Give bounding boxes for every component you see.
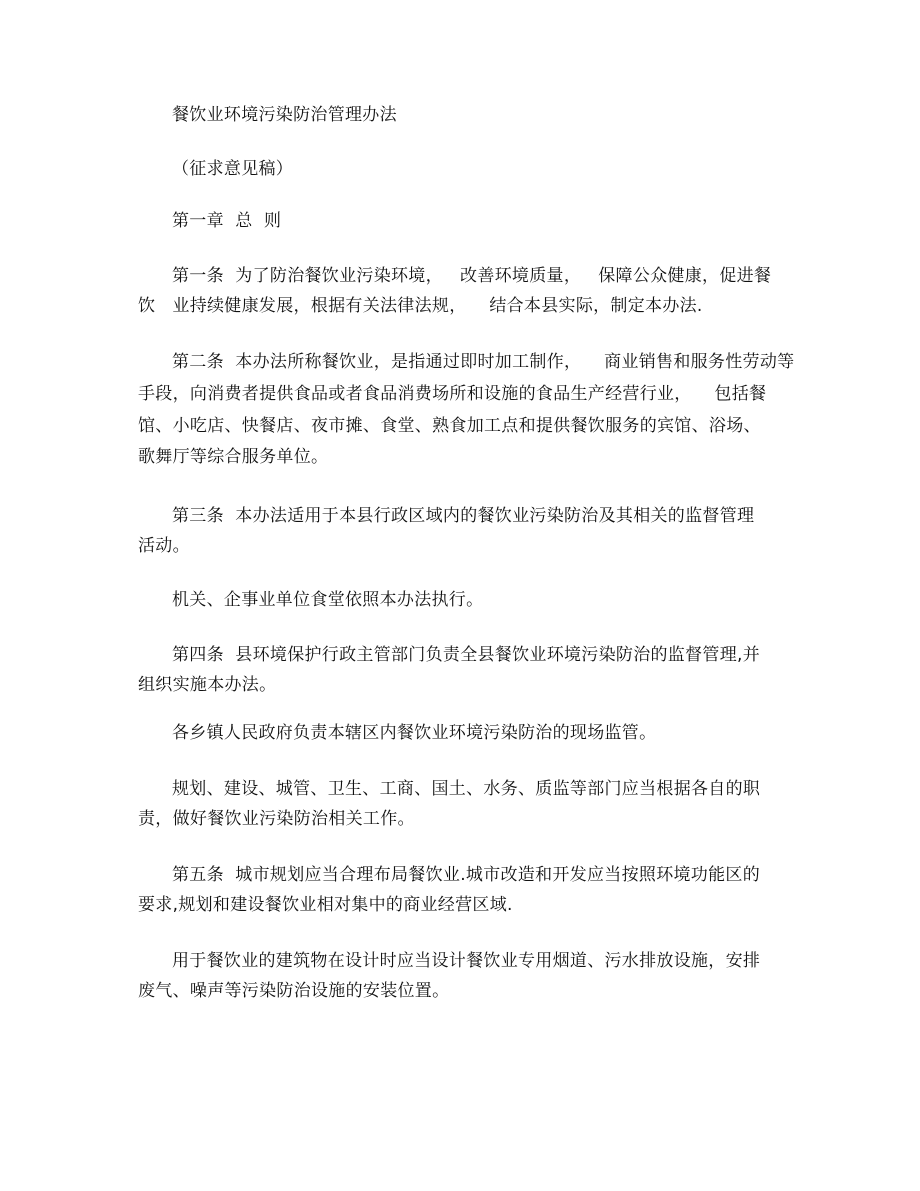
document-subtitle: （征求意见稿） <box>172 159 294 179</box>
article-4-departments-line-2: 责，做好餐饮业污染防治相关工作。 <box>138 809 415 829</box>
article-4-line-2: 组织实施本办法。 <box>138 675 277 695</box>
article-5-line-1: 第五条 城市规划应当合理布局餐饮业.城市改造和开发应当按照环境功能区的 <box>172 865 761 885</box>
document-title: 餐饮业环境污染防治管理办法 <box>172 105 397 125</box>
article-2-line-3: 馆、小吃店、快餐店、夜市摊、食堂、熟食加工点和提供餐饮服务的宾馆、浴场、 <box>138 416 761 436</box>
article-5-buildings-line-2: 废气、噪声等污染防治设施的安装位置。 <box>138 981 450 1001</box>
article-2-line-4: 歌舞厅等综合服务单位。 <box>138 447 329 467</box>
article-3-supplement: 机关、企事业单位食堂依照本办法执行。 <box>172 590 484 610</box>
chapter-heading: 第一章 总 则 <box>172 211 282 231</box>
article-4-departments-line-1: 规划、建设、城管、卫生、工商、国土、水务、质监等部门应当根据各自的职 <box>172 779 761 799</box>
article-4-township: 各乡镇人民政府负责本辖区内餐饮业环境污染防治的现场监管。 <box>172 723 657 743</box>
article-2-line-1: 第二条 本办法所称餐饮业，是指通过即时加工制作， 商业销售和服务性劳动等 <box>172 352 795 372</box>
article-1-line-1: 第一条 为了防治餐饮业污染环境， 改善环境质量， 保障公众健康，促进餐 <box>172 266 772 286</box>
article-1-line-2: 饮 业持续健康发展，根据有关法律法规， 结合本县实际，制定本办法. <box>138 296 703 316</box>
article-3-line-2: 活动。 <box>138 536 190 556</box>
article-5-line-2: 要求,规划和建设餐饮业相对集中的商业经营区域. <box>138 895 513 915</box>
article-3-line-1: 第三条 本办法适用于本县行政区域内的餐饮业污染防治及其相关的监督管理 <box>172 506 755 526</box>
article-4-line-1: 第四条 县环境保护行政主管部门负责全县餐饮业环境污染防治的监督管理,并 <box>172 645 761 665</box>
article-2-line-2: 手段，向消费者提供食品或者食品消费场所和设施的食品生产经营行业， 包括餐 <box>138 384 767 404</box>
article-5-buildings-line-1: 用于餐饮业的建筑物在设计时应当设计餐饮业专用烟道、污水排放设施，安排 <box>172 951 761 971</box>
